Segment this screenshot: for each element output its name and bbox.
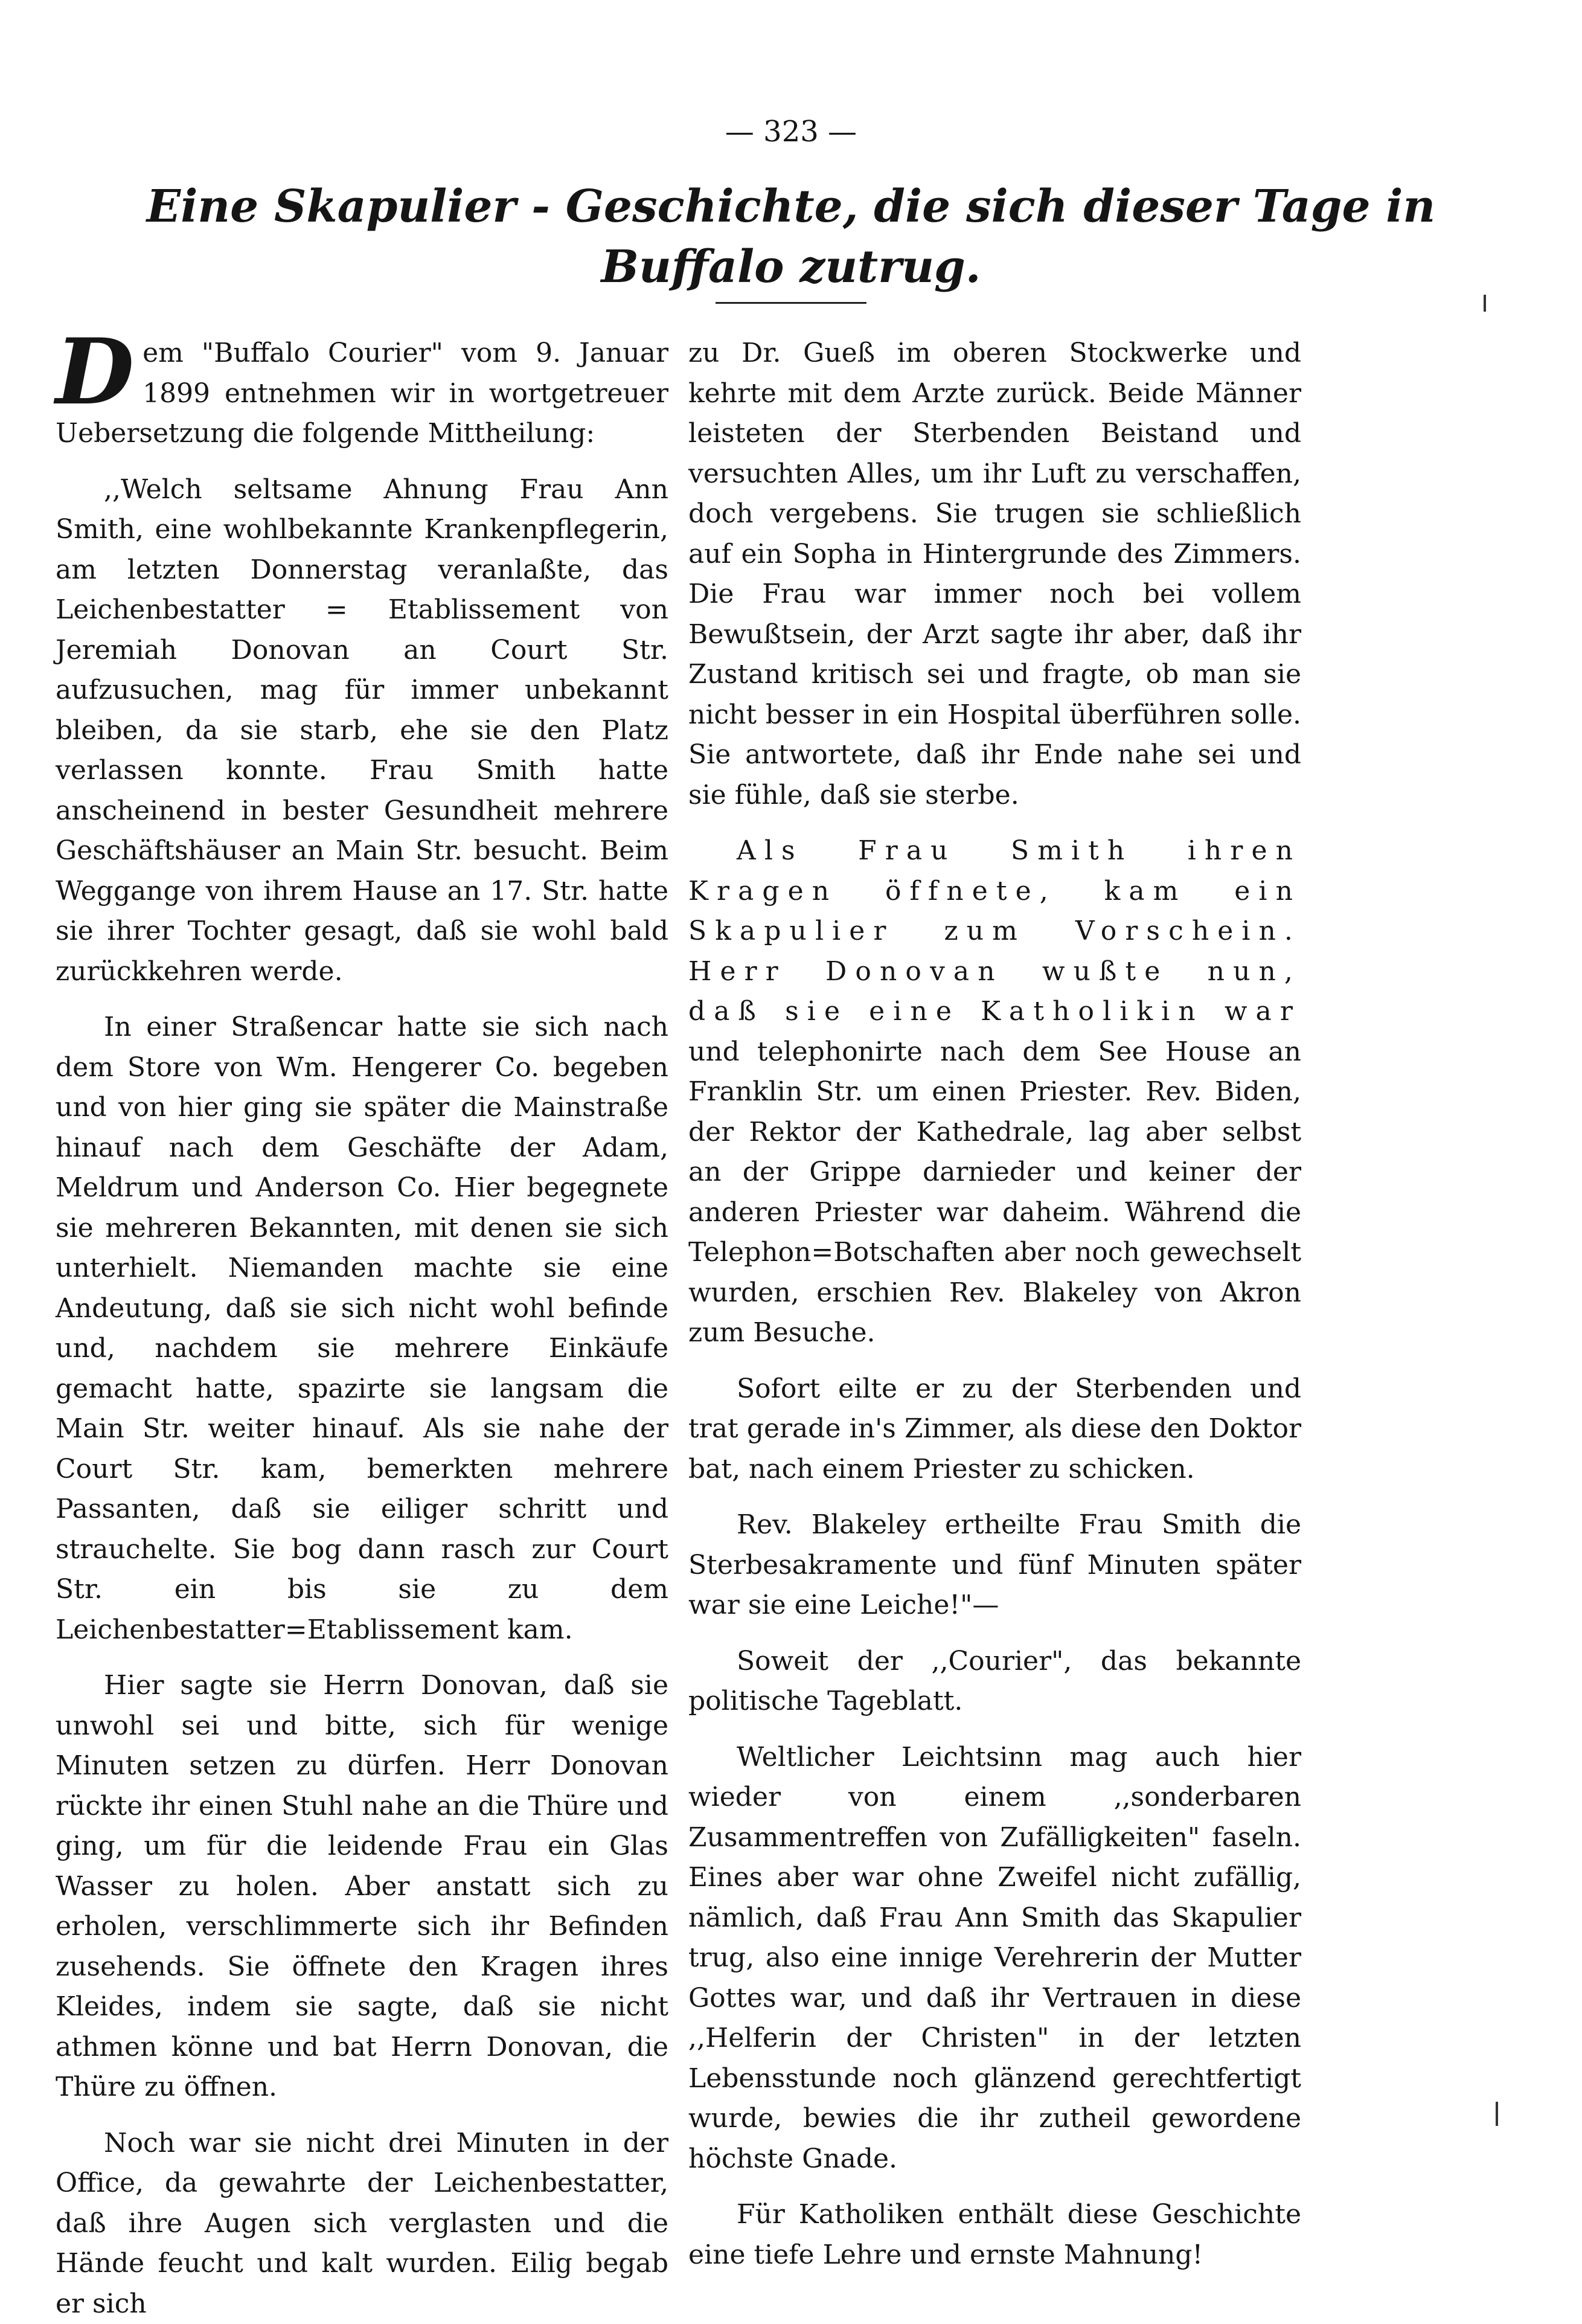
intro-text: em "Buffalo Courier" vom 9. Januar 1899 entnehmen wir in wortgetreuer Uebersetzung die folgende Mittheilung:	[56, 338, 668, 449]
paragraph-closing: Für Katholiken enthält diese Geschichte eine tiefe Lehre und ernste Mahnung!	[688, 2195, 1301, 2275]
paragraph: Hier sagte sie Herrn Donovan, daß sie unwohl sei und bitte, sich für wenige Minuten setzen zu dürfen. Herr Donovan rückte ihr einen Stuhl nahe an die Thüre und ging, um für die leidende Frau ein Glas Wasser zu holen. Aber anstatt sich zu erholen, verschlimmerte sich ihr Befinden zusehends. Sie öffnete den Kragen ihres Kleides, indem sie sagte, daß sie nicht athmen könne und bat Herrn Donovan, die Thüre zu öffnen.	[56, 1666, 668, 2108]
paragraph-intro	[56, 333, 668, 454]
left-column	[56, 333, 668, 2324]
right-column	[688, 333, 1301, 2275]
paragraph-continued: zu Dr. Gueß im oberen Stockwerke und kehrte mit dem Arzte zurück. Beide Männer leisteten der Sterbenden Beistand und versuchten Alles, um ihr Luft zu verschaffen, doch vergebens. Sie trugen sie schließlich auf ein Sopha in Hintergrunde des Zimmers. Die Frau war immer noch bei vollem Bewußtsein, der Arzt sagte ihr aber, daß ihr Zustand kritisch sei und fragte, ob man sie nicht besser in ein Hospital überführen solle. Sie antwortete, daß ihr Ende nahe sei und sie fühle, daß sie sterbe.	[688, 333, 1301, 815]
paragraph	[688, 831, 1301, 1353]
scan-mark	[1496, 2102, 1498, 2126]
paragraph: In einer Straßencar hatte sie sich nach dem Store von Wm. Hengerer Co. begeben und von hier ging sie später die Mainstraße hinauf nach dem Geschäfte der Adam, Meldrum und Anderson Co. Hier begegnete sie mehreren Bekannten, mit denen sie sich unterhielt. Niemanden machte sie eine Andeutung, daß sie sich nicht wohl befinde und, nachdem sie mehrere Einkäufe gemacht hatte, spazirte sie langsam die Main Str. weiter hinauf. Als sie nahe der Court Str. kam, bemerkten mehrere Passanten, daß sie eiliger schritt und strauchelte. Sie bog dann rasch zur Court Str. ein bis sie zu dem Leichenbestatter=Etablissement kam.	[56, 1007, 668, 1650]
drop-cap: D	[56, 335, 134, 410]
paragraph: Rev. Blakeley ertheilte Frau Smith die Sterbesakramente und fünf Minuten später war sie eine Leiche!"—	[688, 1505, 1301, 1626]
scan-mark	[1484, 295, 1486, 312]
paragraph: Soweit der ,,Courier", das bekannte politische Tageblatt.	[688, 1642, 1301, 1722]
paragraph: Weltlicher Leichtsinn mag auch hier wieder von einem ,,sonderbaren Zusammentreffen von Zufälligkeiten" faseln. Eines aber war ohne Zweifel nicht zufällig, nämlich, daß Frau Ann Smith das Skapulier trug, also eine innige Verehrerin der Mutter Gottes war, und daß ihr Vertrauen in diese ,,Helferin der Christen" in der letzten Lebensstunde noch glänzend gerechtfertigt wurde, bewies die ihr zutheil gewordene höchste Gnade.	[688, 1738, 1301, 2180]
spaced-emphasis-text: Als Frau Smith ihren Kragen öffnete, kam ein Skapulier zum Vorschein. Herr Donovan wußte nun, daß sie eine Katholikin war	[688, 835, 1301, 1027]
article-title-line-1: Eine Skapulier - Geschichte, die sich dieser Tage in	[0, 176, 1582, 237]
paragraph: Sofort eilte er zu der Sterbenden und trat gerade in's Zimmer, als diese den Doktor bat, nach einem Priester zu schicken.	[688, 1369, 1301, 1490]
page-number: — 323 —	[0, 114, 1582, 150]
paragraph-rest: und telephonirte nach dem See House an Franklin Str. um einen Priester. Rev. Biden, der Rektor der Kathedrale, lag aber selbst an der Grippe darnieder und keiner der anderen Priester war daheim. Während die Telephon=Botschaften aber noch gewechselt wurden, erschien Rev. Blakeley von Akron zum Besuche.	[688, 1036, 1301, 1349]
article-title-line-2: Buffalo zutrug.	[0, 237, 1582, 297]
paragraph: ,,Welch seltsame Ahnung Frau Ann Smith, eine wohlbekannte Krankenpflegerin, am letzten Donnerstag veranlaßte, das Leichenbestatter = Etablissement von Jeremiah Donovan an Court Str. aufzusuchen, mag für immer unbekannt bleiben, da sie starb, ehe sie den Platz verlassen konnte. Frau Smith hatte anscheinend in bester Gesundheit mehrere Geschäftshäuser an Main Str. besucht. Beim Weggange von ihrem Hause an 17. Str. hatte sie ihrer Tochter gesagt, daß sie wohl bald zurückkehren werde.	[56, 470, 668, 992]
title-divider	[716, 302, 866, 304]
paragraph: Noch war sie nicht drei Minuten in der Office, da gewahrte der Leichenbestatter, daß ihre Augen sich verglasten und die Hände feucht und kalt wurden. Eilig begab er sich	[56, 2123, 668, 2324]
